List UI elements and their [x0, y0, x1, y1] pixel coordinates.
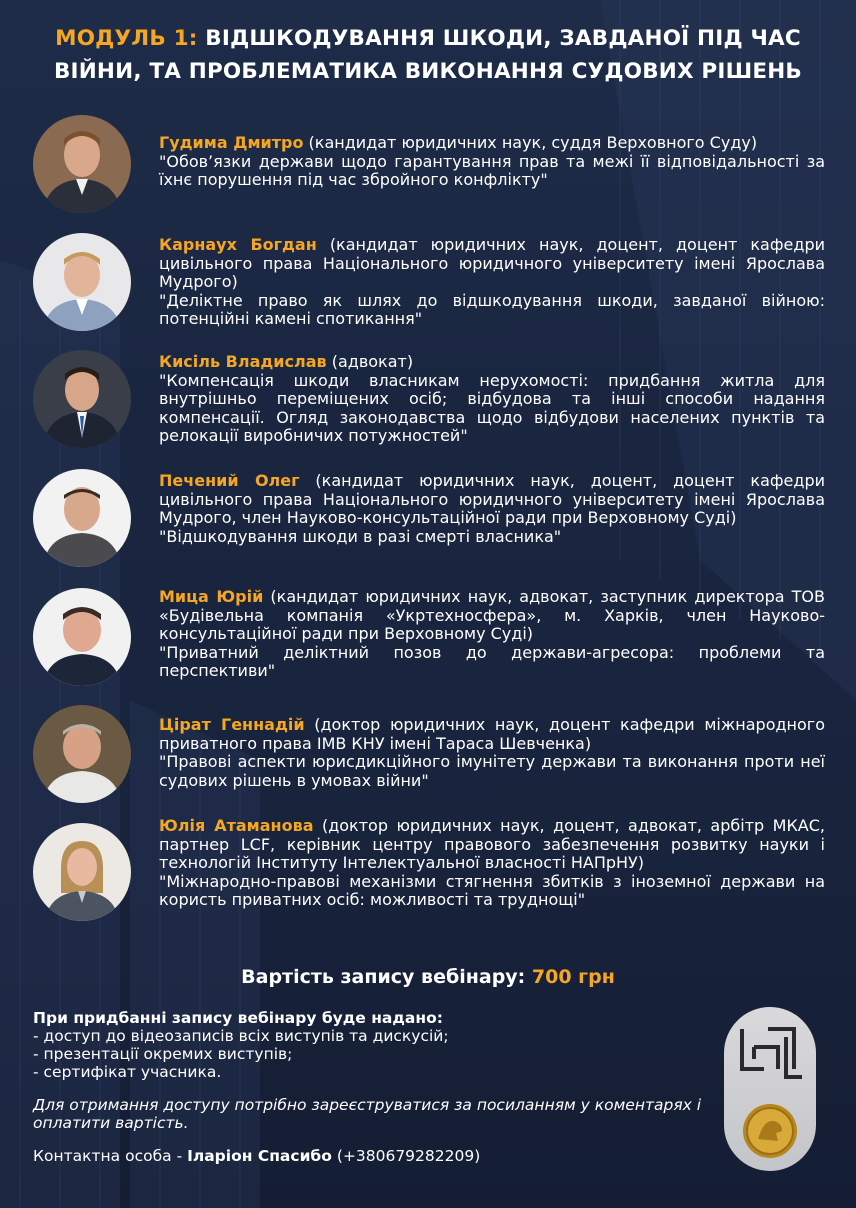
logo-emblem-icon: [724, 1007, 816, 1171]
benefit-item: - презентації окремих виступів;: [33, 1045, 293, 1063]
speaker-photo: [33, 469, 131, 567]
speaker-text: [159, 236, 825, 329]
speaker-name: Кисіль Владислав: [159, 352, 327, 371]
speaker-topic: "Приватний деліктний позов до держави-агресора: проблеми та перспективи": [159, 642, 825, 681]
speaker-name: Юлія Атаманова: [159, 816, 314, 835]
speaker-topic: "Міжнародно-правові механізми стягнення збитків з іноземної держави на користь приватних осіб: можливості та труднощі": [159, 871, 825, 910]
module-title: ВІДШКОДУВАННЯ ШКОДИ, ЗАВДАНОЇ ПІД ЧАС ВІЙНИ, ТА ПРОБЛЕМАТИКА ВИКОНАННЯ СУДОВИХ РІШЕНЬ: [53, 26, 803, 84]
speaker-text: [159, 588, 825, 681]
speaker-photo: [33, 350, 131, 448]
speaker-name: Печений Олег: [159, 471, 300, 490]
benefit-item: - сертифікат учасника.: [33, 1063, 222, 1081]
speaker-photo: [33, 705, 131, 803]
benefits-list: [33, 1009, 693, 1081]
speaker-topic: "Правові аспекти юрисдикційного імунітету держави та виконання проти неї судових рішень в умовах війни": [159, 752, 825, 790]
price-line: [0, 966, 856, 988]
benefit-item: - доступ до відеозаписів всіх виступів та дискусій;: [33, 1027, 449, 1045]
speaker-topic: "Деліктне право як шлях до відшкодування шкоди, завданої війною: потенційні камені спотикання": [159, 290, 825, 329]
speaker-text: [159, 353, 825, 446]
speaker-details: (кандидат юридичних наук, адвокат, заступник директора ТОВ «Будівельна компанія «Укртехносфера», м. Харків, член Науково-консультаційної ради при Верховному Суді): [159, 587, 825, 644]
registration-note: Для отримання доступу потрібно зареєструватися за посиланням у коментарях і оплатити вартість.: [33, 1096, 702, 1132]
speaker-topic: "Відшкодування шкоди в разі смерті власника": [159, 526, 562, 546]
speaker-photo-illustration: [33, 233, 131, 331]
speaker-photo-illustration: [33, 115, 131, 213]
speaker-name: Карнаух Богдан: [159, 235, 317, 254]
contact-phone: (+380679282209): [331, 1147, 481, 1165]
page-title: [20, 22, 836, 88]
speaker-text: [159, 817, 825, 910]
speaker-details: (кандидат юридичних наук, суддя Верховного Суду): [303, 133, 758, 152]
module-label: МОДУЛЬ 1:: [55, 26, 198, 51]
speaker-photo-illustration: [33, 350, 131, 448]
speaker-photo-illustration: [33, 823, 131, 921]
speaker-name: Гудима Дмитро: [159, 133, 304, 152]
speaker-photo: [33, 233, 131, 331]
speaker-name: Цірат Геннадій: [159, 715, 305, 734]
speaker-photo: [33, 588, 131, 686]
speaker-photo: [33, 115, 131, 213]
speaker-details: (адвокат): [326, 352, 414, 371]
speaker-details: (кандидат юридичних наук, доцент, доцент кафедри цивільного права Національного юридичного університету імені Ярослава Мудрого): [159, 235, 826, 292]
speaker-text: [159, 716, 825, 790]
speaker-photo-illustration: [33, 469, 131, 567]
speaker-topic: "Компенсація шкоди власникам нерухомості: придбання житла для внутрішньо переміщених осіб; відбудова та інші способи надання компенсації. Огляд законодавства щодо відбудови населених пунктів та релокації виробничих потужностей": [159, 370, 825, 446]
organization-logo-badge: [724, 1007, 816, 1171]
speaker-photo-illustration: [33, 588, 131, 686]
contact-person: Іларіон Спасибо: [187, 1147, 332, 1165]
price-label: Вартість запису вебінару:: [241, 966, 532, 988]
contact-line: [33, 1147, 713, 1165]
speaker-photo: [33, 823, 131, 921]
speaker-photo-illustration: [33, 705, 131, 803]
speaker-details: (доктор юридичних наук, доцент, адвокат, арбітр МКАС, партнер LCF, керівник центру правового забезпечення розвитку науки і технологій Інституту Інтелектуальної власності НАПрНУ): [159, 816, 826, 873]
speaker-topic: "Обов’язки держави щодо гарантування прав та межі її відповідальності за їхнє порушення під час збройного конфлікту": [159, 151, 825, 190]
speaker-details: (доктор юридичних наук, доцент кафедри міжнародного приватного права ІМВ КНУ імені Тараса Шевченка): [159, 715, 825, 753]
speaker-text: [159, 472, 825, 546]
benefits-title: При придбанні запису вебінару буде надано:: [33, 1009, 443, 1027]
price-value: 700 грн: [531, 966, 615, 988]
speaker-name: Мица Юрій: [159, 587, 264, 606]
speaker-details: (кандидат юридичних наук, доцент, доцент кафедри цивільного права Національного юридичного університету імені Ярослава Мудрого, член Науково-консультаційної ради при Верховному Суді): [159, 471, 826, 528]
contact-label: Контактна особа -: [33, 1147, 188, 1165]
speaker-text: [159, 134, 825, 190]
